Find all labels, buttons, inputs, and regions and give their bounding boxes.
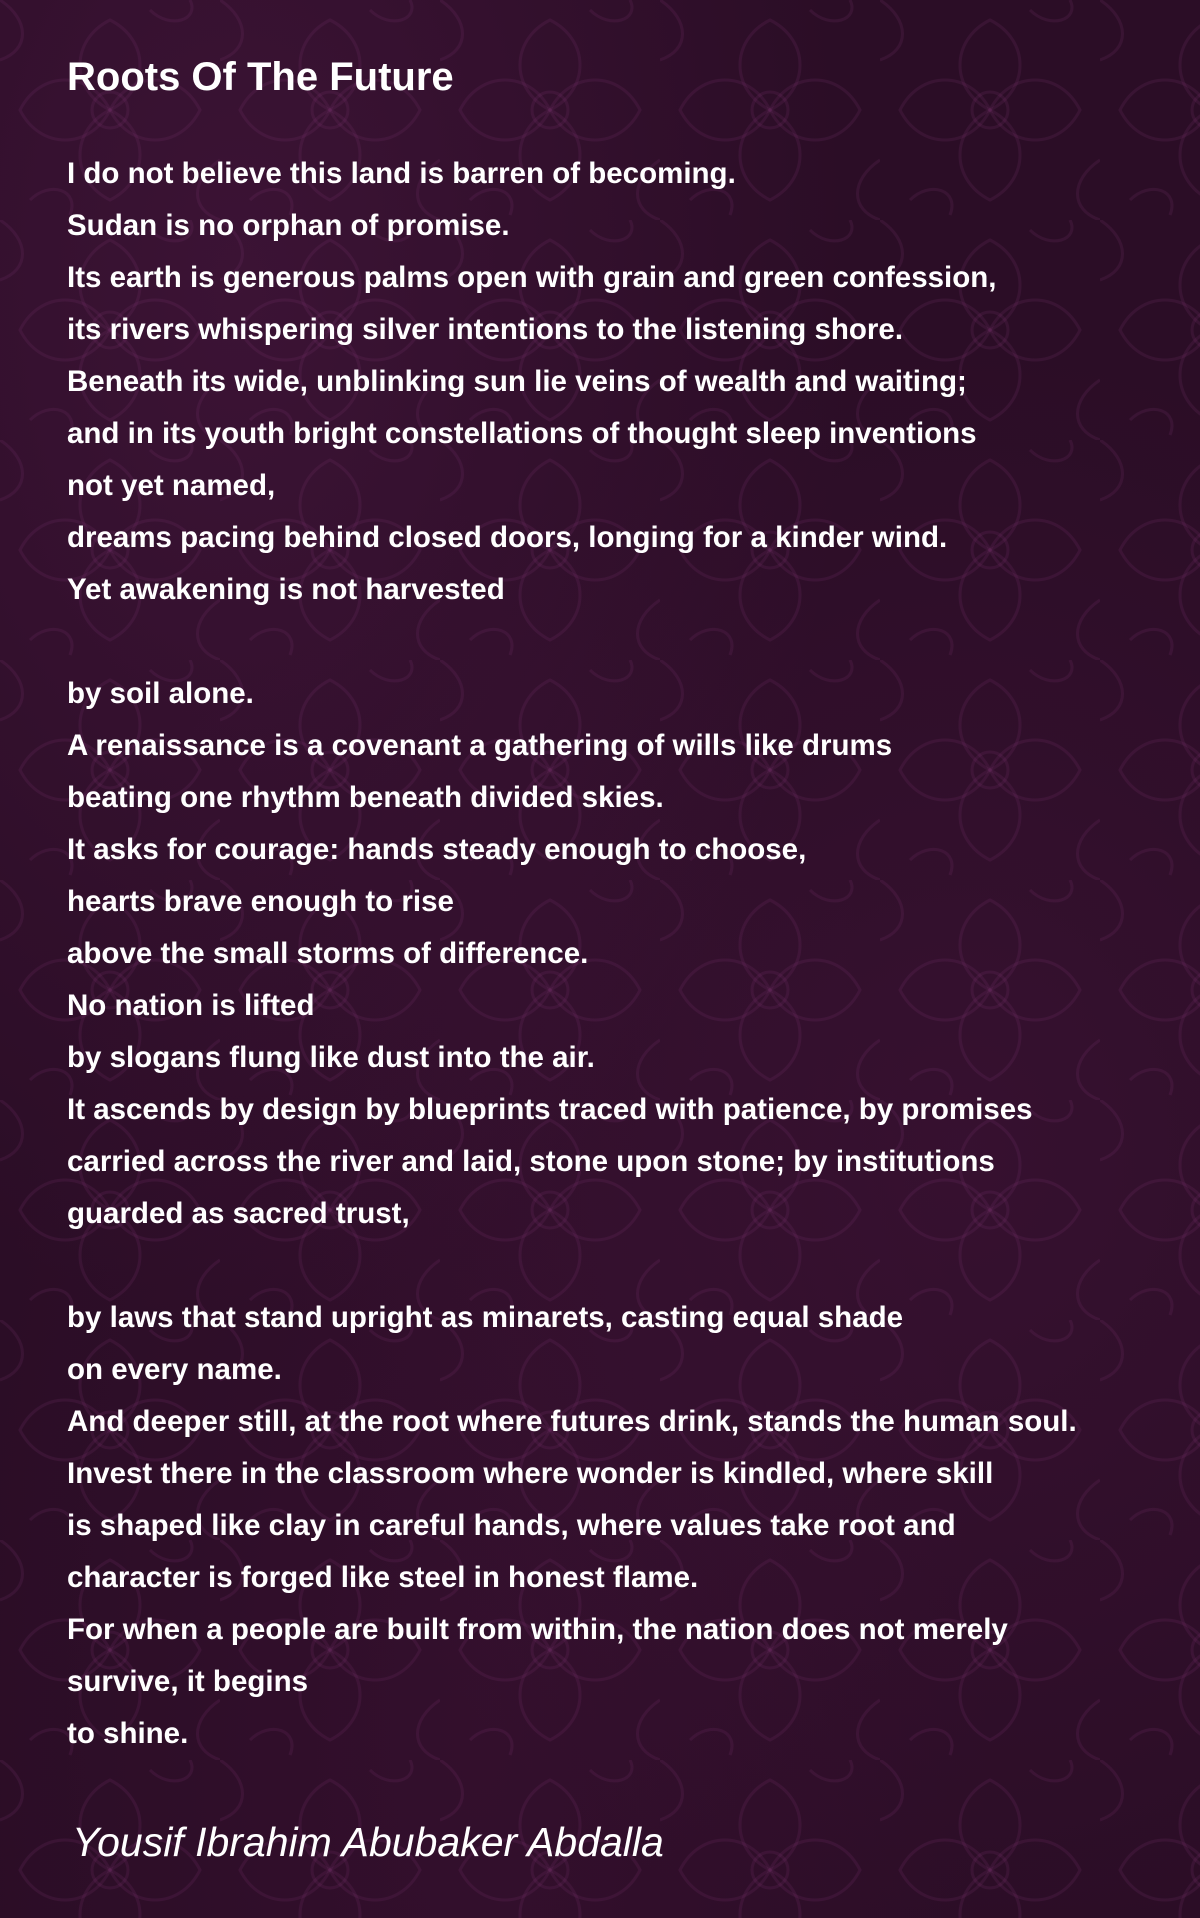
- poem-line: And deeper still, at the root where futures drink, stands the human soul.: [67, 1405, 1077, 1438]
- stanza: [67, 1292, 1077, 1760]
- poem-author: Yousif Ibrahim Abubaker Abdalla: [72, 1819, 664, 1865]
- poem-line: to shine.: [67, 1717, 189, 1750]
- poem-line: Beneath its wide, unblinking sun lie veins of wealth and waiting;: [67, 365, 967, 398]
- poem-line: Invest there in the classroom where wonder is kindled, where skill: [67, 1457, 994, 1490]
- poem-line: its rivers whispering silver intentions to the listening shore.: [67, 313, 904, 346]
- poem-line: It asks for courage: hands steady enough to choose,: [67, 833, 807, 866]
- poem-line: and in its youth bright constellations of thought sleep inventions: [67, 417, 977, 450]
- poem-line: above the small storms of difference.: [67, 937, 589, 970]
- poem-line: by laws that stand upright as minarets, casting equal shade: [67, 1301, 904, 1334]
- stanza: [67, 668, 1077, 1240]
- poem-line: No nation is lifted: [67, 989, 315, 1022]
- poem-line: It ascends by design by blueprints traced with patience, by promises: [67, 1093, 1033, 1126]
- poem-line: survive, it begins: [67, 1665, 308, 1698]
- poem-line: is shaped like clay in careful hands, where values take root and: [67, 1509, 956, 1542]
- stanza-break: [67, 1240, 1077, 1292]
- poem-line: guarded as sacred trust,: [67, 1197, 410, 1230]
- poem-line: hearts brave enough to rise: [67, 885, 454, 918]
- poem-line: dreams pacing behind closed doors, longing for a kinder wind.: [67, 521, 948, 554]
- poem-line: by soil alone.: [67, 677, 254, 710]
- poem-line: Yet awakening is not harvested: [67, 573, 505, 606]
- poem-body: [67, 148, 1077, 1760]
- poem-line: character is forged like steel in honest flame.: [67, 1561, 699, 1594]
- stanza-break: [67, 616, 1077, 668]
- poem-line: A renaissance is a covenant a gathering of wills like drums: [67, 729, 893, 762]
- poem-line: beating one rhythm beneath divided skies.: [67, 781, 664, 814]
- poem-title: Roots Of The Future: [67, 55, 454, 99]
- stanza: [67, 148, 1077, 616]
- poem-line: by slogans flung like dust into the air.: [67, 1041, 595, 1074]
- poem-line: Its earth is generous palms open with grain and green confession,: [67, 261, 997, 294]
- poem-line: not yet named,: [67, 469, 276, 502]
- poem-line: carried across the river and laid, stone upon stone; by institutions: [67, 1145, 995, 1178]
- poem-line: For when a people are built from within, the nation does not merely: [67, 1613, 1008, 1646]
- poem-line: Sudan is no orphan of promise.: [67, 209, 510, 242]
- poem-line: on every name.: [67, 1353, 282, 1386]
- poem-line: I do not believe this land is barren of becoming.: [67, 157, 736, 190]
